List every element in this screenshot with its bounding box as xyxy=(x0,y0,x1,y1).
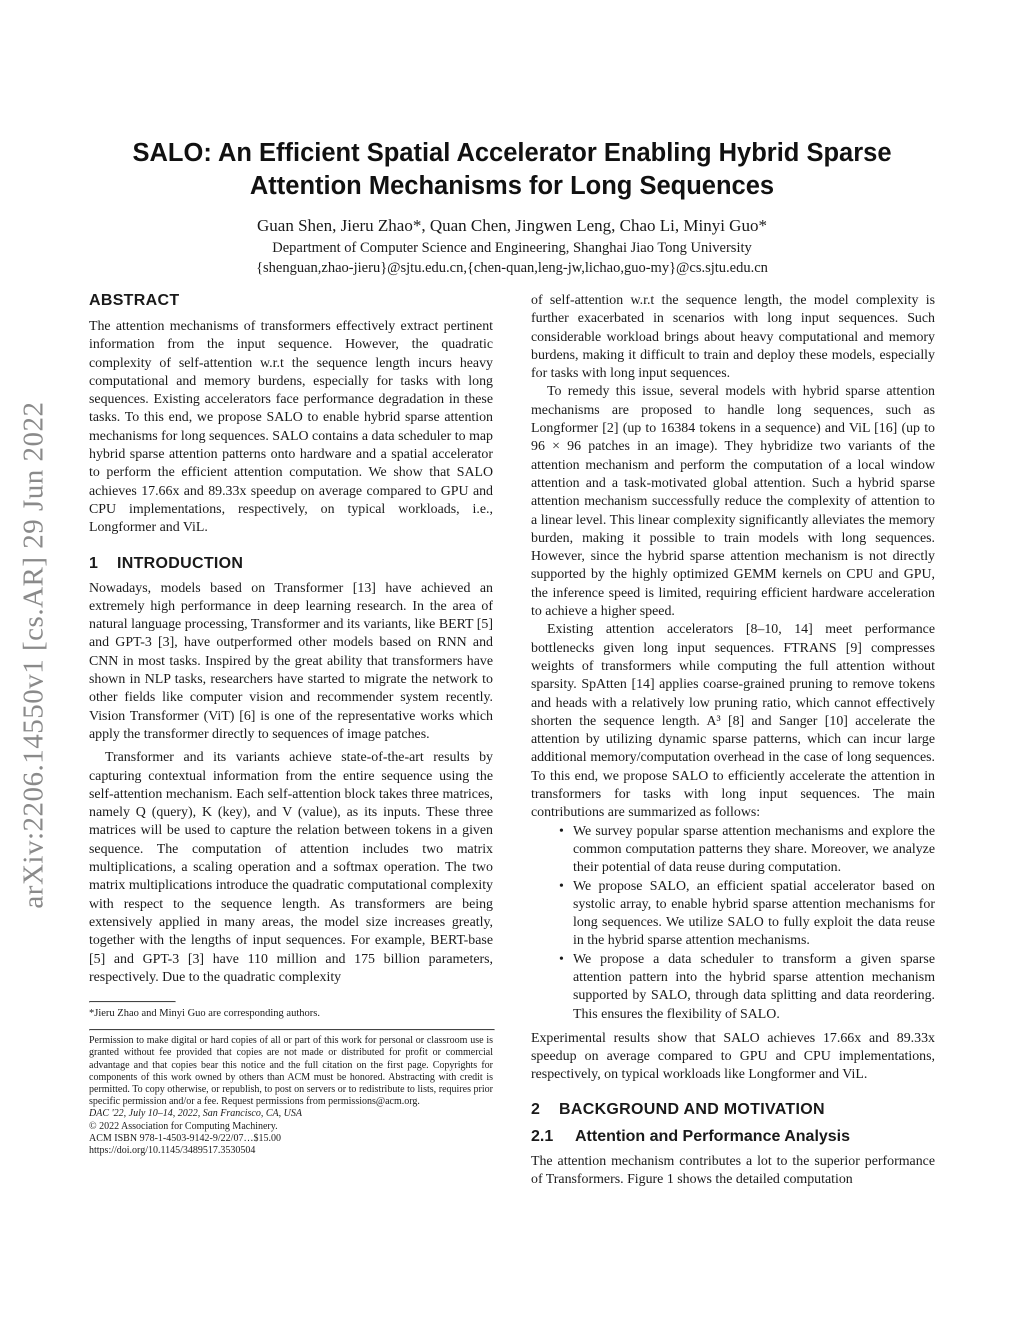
conference-info: DAC '22, July 10–14, 2022, San Francisco, CA, USA xyxy=(89,1108,302,1120)
permission-block xyxy=(89,1029,493,1157)
background-paragraph-1: The attention mechanism contributes a lot to the superior performance of Transformers. Figure 1 shows the detailed computation xyxy=(531,1153,935,1188)
author-emails: {shenguan,zhao-jieru}@sjtu.edu.cn,{chen-quan,leng-jw,lichao,guo-my}@cs.sjtu.edu.cn xyxy=(256,260,768,276)
arxiv-id-text: arXiv:2206.14550v1 [cs.AR] 29 Jun 2022 xyxy=(17,401,50,909)
subsection-number: 2.1 xyxy=(531,1127,554,1145)
affiliation: Department of Computer Science and Engineering, Shanghai Jiao Tong University xyxy=(272,240,752,256)
doi-link[interactable]: https://doi.org/10.1145/3489517.3530504 xyxy=(89,1144,256,1156)
paper-title: SALO: An Efficient Spatial Accelerator Enabling Hybrid Sparse Attention Mechanisms for Long Sequences xyxy=(132,139,892,200)
contribution-list xyxy=(531,823,935,1024)
list-item: • We propose SALO, an efficient spatial accelerator based on systolic array, to enable hybrid sparse attention mechanisms for long sequences. We utilize SALO to fully exploit the data reuse in the hybrid sparse attention mechanisms. xyxy=(573,878,935,951)
abstract-text: The attention mechanisms of transformers effectively extract pertinent information from the input sequence. However, the quadratic complexity of self-attention w.r.t the sequence length incurs heavy computational and memory burdens, especially for tasks with long sequences. Existing accelerators face performance degradation in these tasks. To this end, we propose SALO to enable hybrid sparse attention mechanisms for long sequences. SALO contains a data scheduler to map hybrid sparse attention patterns onto hardware and a spatial accelerator to perform the efficient attention computation. We show that SALO achieves 17.66x and 89.33x speedup on average compared to GPU and CPU implementations, respectively, on typical workloads, i.e., Longformer and ViL. xyxy=(89,319,493,536)
abstract-heading: ABSTRACT xyxy=(89,292,180,309)
list-item: • We survey popular sparse attention mechanisms and explore the common computation patterns they share. Moreover, we analyze their potential of data reuse during computation. xyxy=(573,823,935,878)
copyright-notice: © 2022 Association for Computing Machinery. xyxy=(89,1120,278,1132)
section-number: 2 xyxy=(531,1100,541,1118)
intro-paragraph-1: Nowadays, models based on Transformer [13] have achieved an extremely high performance in deep learning research. In the area of natural language processing, Transformer and its variants, like BERT [5] and GPT-3 [3], have outperformed other models based on RNN and CNN in most tasks. Inspired by the great ability that transformers have shown in NLP tasks, researchers have started to migrate the network to other fields like computer vision and recommender system recently. Vision Transformer (ViT) [6] is one of the representative works which apply the transformer directly to sequences of image patches. xyxy=(89,580,493,742)
right-column xyxy=(531,292,935,1189)
intro-paragraph-5: Existing attention accelerators [8–10, 14] meet performance bottlenecks given long input sequences. FTRANS [9] compresses weights of transformers while computing the full attention without sparsity. SpAtten [14] applies coarse-grained pruning to remove tokens and heads with a relatively low pruning ratio, which cannot effectively shorten the sequence length. A³ [8] and Sanger [10] accelerate the attention by utilizing dynamic sparse patterns, which can incur large additional memory/computation overhead in the case of long sequences. To this end, we propose SALO to efficiently accelerate the attention in transformers for tasks with long input sequences. The main contributions are summarized as follows: xyxy=(531,622,935,821)
corresponding-author-footnote: *Jieru Zhao and Minyi Guo are corresponding authors. xyxy=(89,1008,320,1020)
arxiv-identifier xyxy=(14,355,54,955)
subsection-title: Attention and Performance Analysis xyxy=(575,1127,851,1145)
permission-text: Permission to make digital or hard copies of all or part of this work for personal or classroom use is granted without fee provided that copies are not made or distributed for profit or commercial advantage and that copies bear this notice and the full citation on the first page. Copyrights for components of this work owned by others than ACM must be honored. Abstracting with credit is permitted. To copy otherwise, or republish, to post on servers or to redistribute to lists, requires prior specific permission and/or a fee. Request permissions from permissions@acm.org. xyxy=(89,1035,493,1108)
intro-paragraph-3: of self-attention w.r.t the sequence length, the model complexity is further exacerbated in scenarios with long input sequences. Such considerable workload brings about heavy computational and memory burdens, making it difficult to train and deploy these models, especially for tasks with long input sequences. xyxy=(531,293,935,382)
isbn: ACM ISBN 978-1-4503-9142-9/22/07…$15.00 xyxy=(89,1132,281,1144)
intro-paragraph-2: Transformer and its variants achieve state-of-the-art results by capturing contextual information from the entire sequence using the self-attention mechanism. Each self-attention block takes three matrices, namely Q (query), K (key), and V (value), as its inputs. These three matrices will be used to capture the relation between tokens in a given sequence. The computation of attention includes two matrix multiplications, a scaling operation and a softmax operation. The two matrix multiplications introduce the quadratic computational complexity with respect to the sequence length. As transformers are being extensively applied in many areas, the model size increases greatly, together with the lengths of input sequences. For example, BERT-base [5] and GPT-3 [3] have 110 million and 175 billion parameters, respectively. Due to the quadratic complexity xyxy=(89,750,493,985)
footnote-block xyxy=(89,1001,493,1020)
subsection-heading xyxy=(531,1126,935,1148)
intro-paragraph-6: Experimental results show that SALO achieves 17.66x and 89.33x speedup on average compared to GPU and CPU implementations, respectively, on typical workloads like Longformer and ViL. xyxy=(531,1030,935,1083)
footnote-rule xyxy=(89,1001,176,1003)
intro-paragraph-4: To remedy this issue, several models with hybrid sparse attention mechanisms are proposed to handle long sequences, such as Longformer [2] (up to 16384 tokens in a sequence) and ViL [16] (up to 96 × 96 patches in an image). They hybridize two variants of the attention mechanism and perform the computation of a local window attention and a task-motivated global attention. Such a hybrid sparse attention mechanism successfully reduce the complexity of attention to a linear level. This linear complexity significantly alleviates the memory burden, making it possible to train models with long sequences. However, since the hybrid sparse attention mechanism is not directly supported by the highly optimized GEMM kernels on CPU and GPU, the inference speed is limited, requiring efficient hardware acceleration to achieve a higher speed. xyxy=(531,384,935,620)
background-heading xyxy=(531,1099,935,1121)
list-item: • We propose a data scheduler to transform a given sparse attention pattern into the hybrid sparse attention mechanism supported by SALO, through data splitting and data reordering. This ensures the flexibility of SALO. xyxy=(573,951,935,1024)
permission-rule xyxy=(89,1029,495,1031)
left-column xyxy=(89,290,493,1157)
section-title: INTRODUCTION xyxy=(117,554,244,572)
author-list: Guan Shen, Jieru Zhao*, Quan Chen, Jingwen Leng, Chao Li, Minyi Guo* xyxy=(257,216,767,235)
section-number: 1 xyxy=(89,554,99,572)
intro-heading xyxy=(89,553,493,575)
section-title: BACKGROUND AND MOTIVATION xyxy=(559,1100,825,1118)
